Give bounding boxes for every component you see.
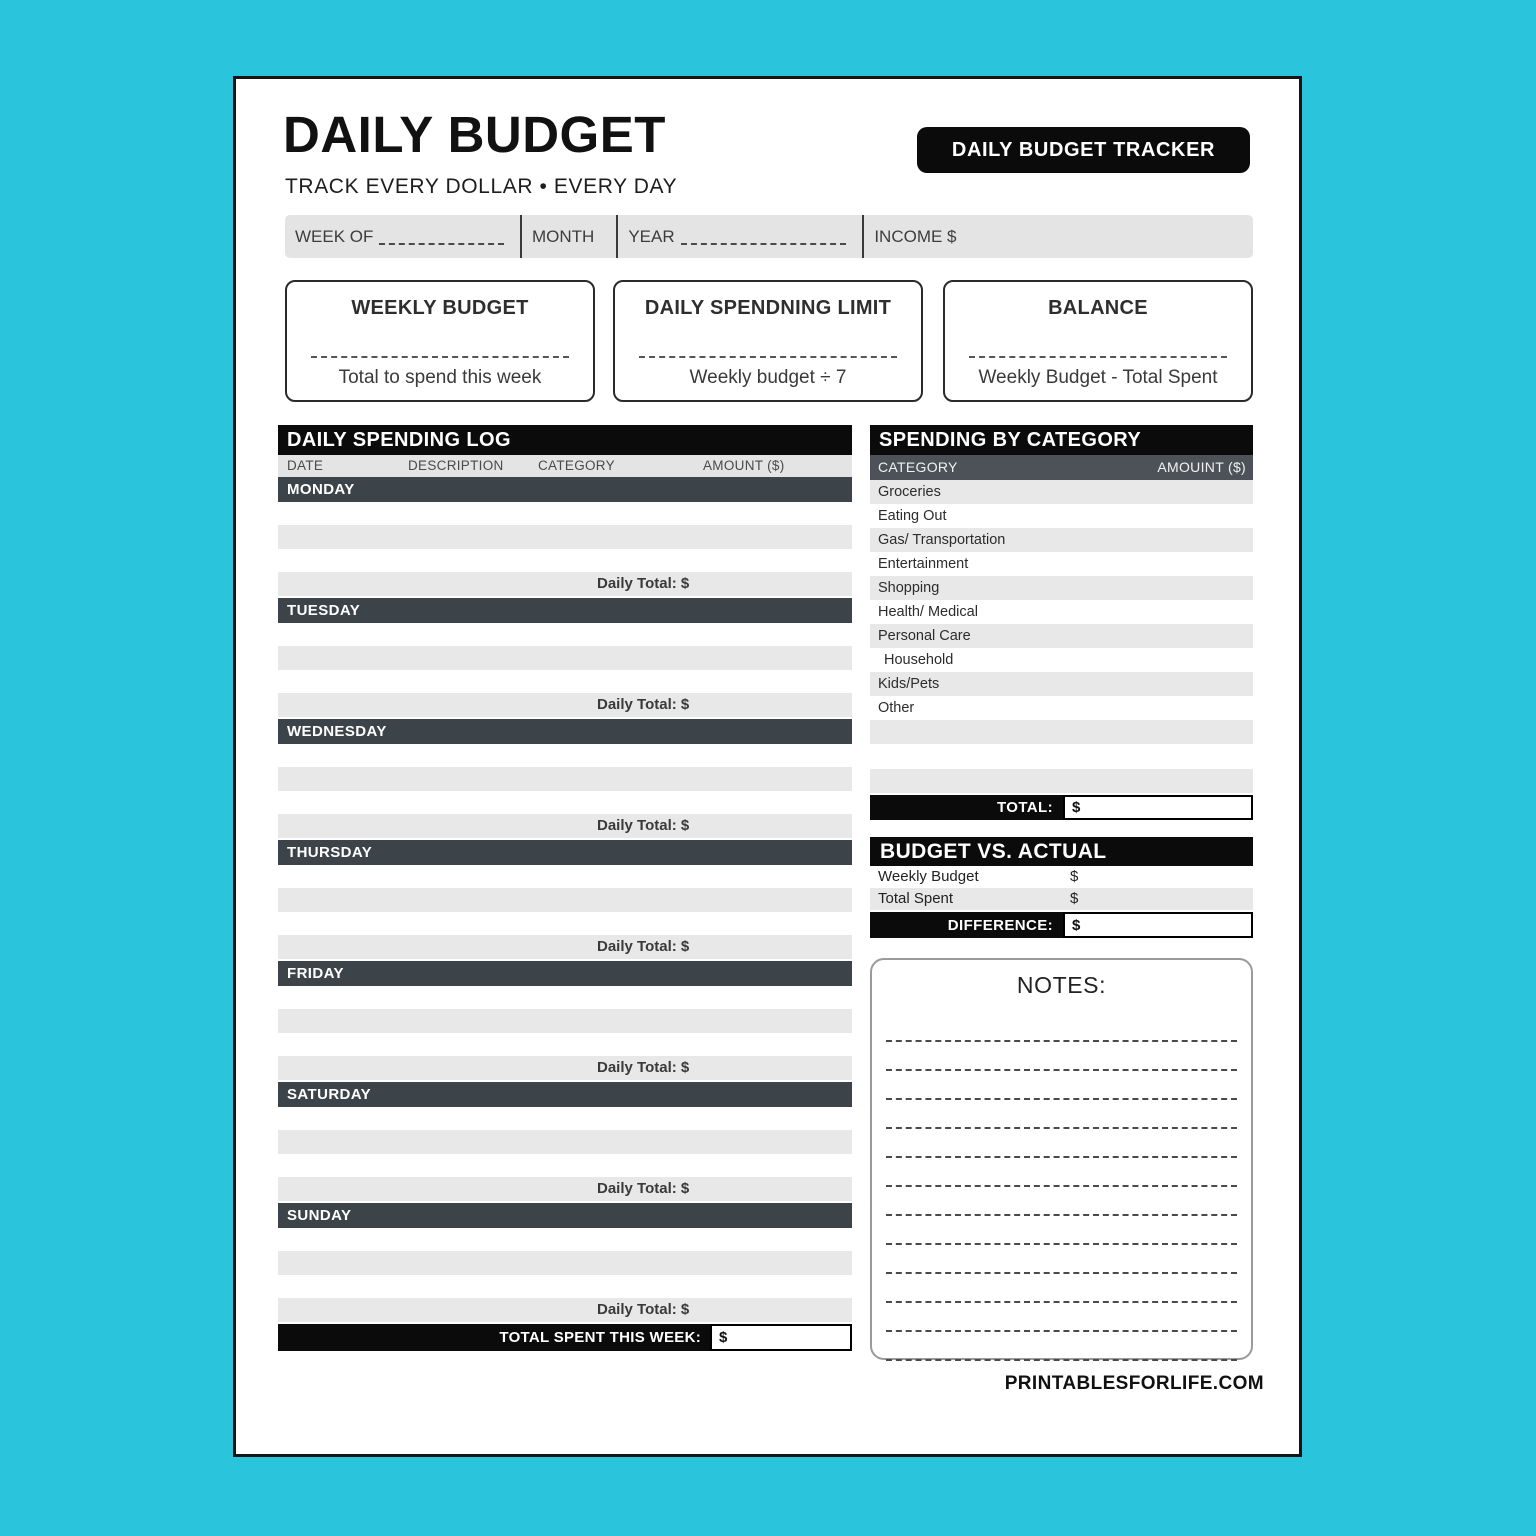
day-banner: SATURDAY [278, 1082, 852, 1107]
week-of-field [285, 215, 520, 258]
log-entry-row[interactable] [278, 912, 852, 935]
log-entry-row[interactable] [278, 744, 852, 767]
weekly-budget-row-label: Weekly Budget [878, 868, 979, 885]
note-line[interactable] [886, 1013, 1237, 1042]
daily-total-row[interactable] [278, 572, 852, 596]
note-line[interactable] [886, 1158, 1237, 1187]
daily-total-label: Daily Total: $ [597, 938, 690, 955]
day-section-tuesday [278, 598, 852, 719]
daily-total-label: Daily Total: $ [597, 1301, 690, 1318]
note-line[interactable] [886, 1071, 1237, 1100]
log-entry-row[interactable] [278, 1228, 852, 1251]
daily-limit-blank[interactable] [639, 356, 896, 358]
log-entry-row[interactable] [278, 986, 852, 1009]
category-total-bar [870, 795, 1253, 820]
year-field [616, 215, 862, 258]
page-title: DAILY BUDGET [283, 106, 666, 163]
daily-total-row[interactable] [278, 814, 852, 838]
balance-blank[interactable] [969, 356, 1226, 358]
note-line[interactable] [886, 1245, 1237, 1274]
day-banner: FRIDAY [278, 961, 852, 986]
income-label: INCOME $ [874, 226, 957, 246]
day-banner: MONDAY [278, 477, 852, 502]
log-entry-row[interactable] [278, 623, 852, 646]
weekly-budget-box [285, 280, 595, 402]
category-row-shopping[interactable]: Shopping [870, 576, 1253, 600]
category-row-empty[interactable] [870, 744, 1253, 769]
total-spent-row-label: Total Spent [878, 890, 954, 907]
category-column-headers [870, 455, 1253, 480]
log-entry-row[interactable] [278, 502, 852, 525]
category-row-gas-transportation[interactable]: Gas/ Transportation [870, 528, 1253, 552]
notes-title: NOTES: [1016, 972, 1107, 998]
tracker-badge: DAILY BUDGET TRACKER [917, 127, 1250, 173]
category-row-household[interactable]: Household [884, 652, 954, 668]
budget-vs-actual-title: BUDGET VS. ACTUAL [870, 837, 1253, 866]
category-total-label: TOTAL: [997, 799, 1053, 816]
category-row-personal-care[interactable]: Personal Care [870, 624, 1253, 648]
daily-total-label: Daily Total: $ [597, 696, 690, 713]
site-credit: PRINTABLESFORLIFE.COM [1004, 1373, 1264, 1394]
note-line[interactable] [886, 1100, 1237, 1129]
balance-caption: Weekly Budget - Total Spent [978, 367, 1218, 388]
category-row-other[interactable]: Other [878, 700, 915, 716]
day-section-sunday [278, 1203, 852, 1324]
category-total-input[interactable]: $ [1063, 795, 1253, 820]
day-section-monday [278, 477, 852, 598]
note-line[interactable] [886, 1187, 1237, 1216]
log-entry-row[interactable] [278, 670, 852, 693]
daily-total-row[interactable] [278, 693, 852, 717]
weekly-budget-title: WEEKLY BUDGET [351, 297, 529, 319]
log-entry-row[interactable] [278, 1033, 852, 1056]
notes-box [870, 958, 1253, 1360]
weekly-budget-row-value[interactable]: $ [1070, 868, 1079, 885]
total-spent-row-value[interactable]: $ [1070, 890, 1079, 907]
log-entry-row[interactable] [278, 646, 852, 670]
difference-bar [870, 912, 1253, 938]
note-line[interactable] [886, 1274, 1237, 1303]
daily-limit-box [613, 280, 923, 402]
week-of-label: WEEK OF [295, 226, 374, 246]
difference-input[interactable]: $ [1063, 912, 1253, 938]
day-banner: THURSDAY [278, 840, 852, 865]
notes-lines [886, 1013, 1237, 1361]
daily-total-label: Daily Total: $ [597, 817, 690, 834]
col-description: DESCRIPTION [408, 458, 504, 473]
category-row-entertainment[interactable]: Entertainment [878, 556, 969, 572]
daily-limit-title: DAILY SPENDNING LIMIT [644, 297, 892, 319]
category-section-title: SPENDING BY CATEGORY [870, 425, 1253, 455]
daily-total-row[interactable] [278, 1298, 852, 1322]
weekly-budget-row[interactable] [870, 866, 1253, 888]
month-field [520, 215, 616, 258]
log-entry-row[interactable] [278, 549, 852, 572]
note-line[interactable] [886, 1129, 1237, 1158]
day-banner: WEDNESDAY [278, 719, 852, 744]
week-total-bar [278, 1324, 852, 1351]
col-amount: AMOUNT ($) [703, 458, 785, 473]
day-section-thursday [278, 840, 852, 961]
right-column [870, 425, 1253, 1360]
note-line[interactable] [886, 1303, 1237, 1332]
category-row-empty[interactable] [870, 720, 1253, 744]
category-row-kids-pets[interactable]: Kids/Pets [870, 672, 1253, 696]
note-line[interactable] [886, 1042, 1237, 1071]
day-section-friday [278, 961, 852, 1082]
category-row-health-medical[interactable]: Health/ Medical [878, 604, 978, 620]
col-date: DATE [287, 458, 324, 473]
day-section-saturday [278, 1082, 852, 1203]
daily-total-label: Daily Total: $ [597, 575, 690, 592]
log-entry-row[interactable] [278, 767, 852, 791]
day-section-wednesday [278, 719, 852, 840]
daily-total-label: Daily Total: $ [597, 1180, 690, 1197]
col-category-amount: AMOUINT ($) [1157, 459, 1246, 475]
info-bar [285, 215, 1253, 258]
log-entry-row[interactable] [278, 1275, 852, 1298]
daily-spending-log [278, 425, 852, 1351]
category-row-eating-out[interactable]: Eating Out [878, 508, 947, 524]
week-total-label: TOTAL SPENT THIS WEEK: [499, 1329, 701, 1346]
balance-box [943, 280, 1253, 402]
weekly-budget-caption: Total to spend this week [338, 367, 542, 388]
log-entry-row[interactable] [278, 1251, 852, 1275]
log-entry-row[interactable] [278, 791, 852, 814]
day-banner: TUESDAY [278, 598, 852, 623]
spending-log-title: DAILY SPENDING LOG [278, 425, 852, 455]
log-entry-row[interactable] [278, 1130, 852, 1154]
category-row-empty[interactable] [870, 769, 1253, 793]
col-category-name: CATEGORY [878, 459, 958, 475]
page-subtitle: TRACK EVERY DOLLAR • EVERY DAY [285, 175, 678, 198]
daily-total-row[interactable] [278, 1177, 852, 1201]
weekly-budget-blank[interactable] [311, 356, 568, 358]
daily-total-label: Daily Total: $ [597, 1059, 690, 1076]
daily-total-row[interactable] [278, 1056, 852, 1080]
note-line[interactable] [886, 1216, 1237, 1245]
log-entry-row[interactable] [278, 888, 852, 912]
log-entry-row[interactable] [278, 525, 852, 549]
week-of-blank[interactable] [379, 243, 504, 245]
budget-sheet [233, 76, 1302, 1457]
balance-title: BALANCE [1048, 297, 1148, 319]
log-entry-row[interactable] [278, 1009, 852, 1033]
note-line[interactable] [886, 1332, 1237, 1361]
day-banner: SUNDAY [278, 1203, 852, 1228]
col-category: CATEGORY [538, 458, 615, 473]
year-blank[interactable] [681, 243, 847, 245]
daily-limit-caption: Weekly budget ÷ 7 [689, 367, 847, 388]
week-total-input[interactable]: $ [710, 1324, 852, 1351]
daily-total-row[interactable] [278, 935, 852, 959]
year-label: YEAR [628, 226, 675, 246]
log-entry-row[interactable] [278, 1107, 852, 1130]
log-column-headers [278, 455, 852, 477]
total-spent-row[interactable] [870, 888, 1253, 910]
category-row-groceries[interactable]: Groceries [870, 480, 1253, 504]
month-label: MONTH [532, 226, 595, 246]
log-entry-row[interactable] [278, 1154, 852, 1177]
difference-label: DIFFERENCE: [947, 916, 1053, 934]
log-entry-row[interactable] [278, 865, 852, 888]
income-field [862, 215, 978, 258]
